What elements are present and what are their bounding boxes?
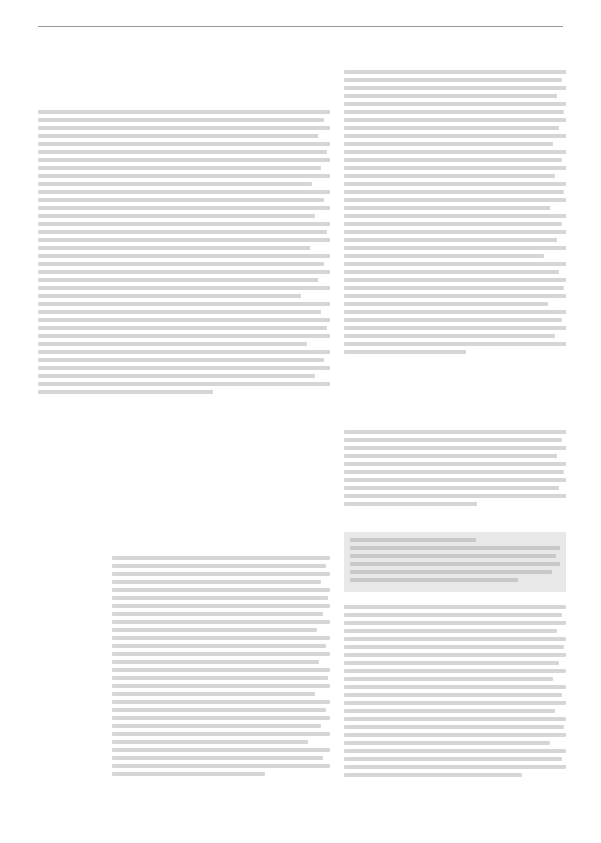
body-text [112,556,330,780]
info-box [344,532,566,592]
running-header [38,12,563,27]
body-text [344,70,566,358]
abstract-text [38,110,330,398]
body-text [344,605,566,781]
body-text [344,430,566,510]
